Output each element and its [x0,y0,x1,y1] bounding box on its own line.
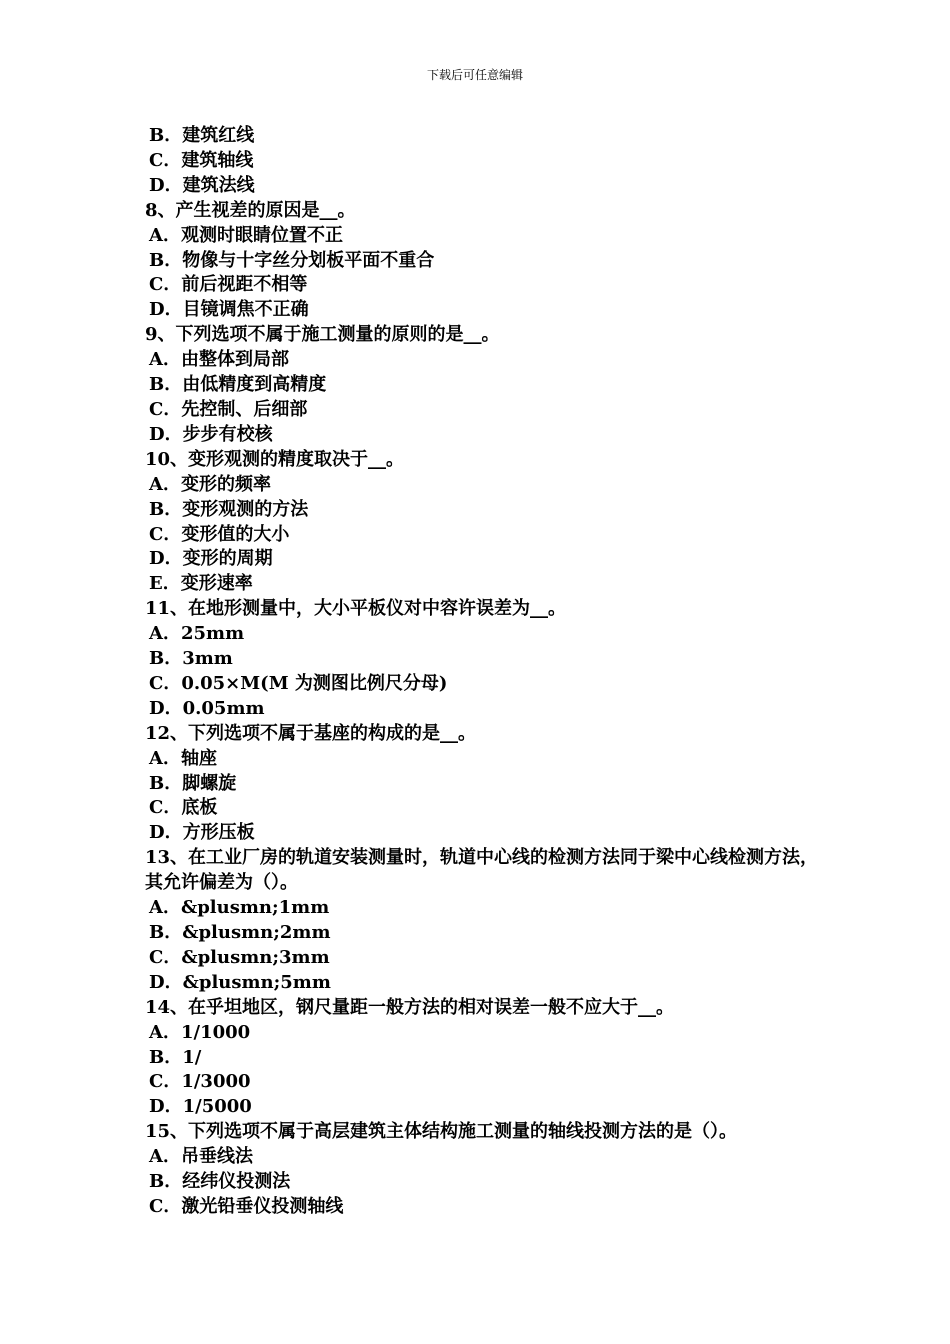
answer-option [145,772,825,797]
answer-option [145,373,825,398]
option-text: 建筑法线 [182,174,255,196]
option-text: 脚螺旋 [182,772,237,794]
option-label: C． [149,946,182,968]
option-text: 1/1000 [180,1021,251,1043]
option-text: 变形的周期 [182,548,273,570]
answer-option [145,796,825,821]
option-label: C． [149,274,182,296]
option-label: B． [149,648,183,670]
option-label: B． [149,498,183,520]
answer-option [145,547,825,572]
answer-option [145,821,825,846]
option-text: 建筑红线 [182,125,255,146]
answer-option [145,1095,825,1120]
page-header: 下载后可任意编辑 [426,68,523,82]
option-label: C． [149,1071,182,1093]
option-label: D． [149,423,183,445]
answer-option [145,747,825,772]
option-label: A． [149,349,181,371]
question-text: 11、在地形测量中，大小平板仪对中容许误差为__。 [145,598,567,620]
answer-option [145,946,825,971]
answer-option [145,572,825,597]
answer-option [145,423,825,448]
option-label: C． [149,149,182,171]
answer-option [145,672,825,697]
answer-option [145,697,825,722]
answer-option [145,1195,825,1220]
option-label: A． [149,897,181,919]
option-label: B． [149,1046,183,1068]
option-label: C． [149,797,182,819]
option-label: B． [149,772,183,794]
option-text: 建筑轴线 [181,149,254,171]
answer-option [145,1021,825,1046]
option-text: &plusmn;2mm [182,922,331,943]
option-text: 观测时眼睛位置不正 [180,224,343,246]
answer-option [145,971,825,996]
option-label: D． [149,971,183,993]
option-label: B． [149,922,183,943]
option-label: A． [149,473,181,495]
answer-option [145,224,825,249]
option-text: &plusmn;3mm [181,946,330,968]
option-label: D． [149,548,183,570]
option-label: D． [149,174,183,196]
option-label: B． [149,125,183,146]
option-label: D． [149,299,183,321]
option-label: C． [149,398,182,420]
option-text: 步步有校核 [182,423,273,445]
option-text: 25mm [180,623,245,645]
option-text: 物像与十字丝分划板平面不重合 [182,249,435,271]
question-text: 9、下列选项不属于施工测量的原则的是__。 [145,324,500,346]
option-text: 1/3000 [181,1071,251,1093]
answer-option [145,298,825,323]
option-text: 方形压板 [182,822,255,844]
question-text: 15、下列选项不属于高层建筑主体结构施工测量的轴线投测方法的是（）。 [145,1121,738,1143]
answer-option [145,921,825,946]
option-text: 变形值的大小 [181,523,290,545]
answer-option [145,1046,825,1071]
question-text: 8、产生视差的原因是__。 [145,199,356,221]
option-label: D． [149,697,183,719]
option-text: 由整体到局部 [180,349,289,371]
option-text: 0.05×M(M 为测图比例尺分母) [181,672,448,694]
question-text: 14、在乎坦地区，钢尺量距一般方法的相对误差一般不应大于__。 [145,996,675,1018]
option-label: B． [149,374,183,396]
option-text: 变形观测的方法 [182,498,309,520]
option-label: D． [149,1096,183,1118]
option-text: 3mm [182,648,233,670]
option-label: C． [149,523,182,545]
option-text: 由低精度到高精度 [182,374,327,396]
option-label: A． [149,224,181,246]
option-text: 吊垂线法 [180,1146,253,1168]
option-text: &plusmn;1mm [180,897,330,919]
answer-option [145,249,825,274]
answer-option [145,1145,825,1170]
option-text: 经纬仪投测法 [182,1171,291,1193]
question-text: 13、在工业厂房的轨道安装测量时，轨道中心线的检测方法同于梁中心线检测方法，其允许偏差为（）。 [145,847,819,894]
option-text: 1/5000 [182,1096,252,1118]
question-text: 12、下列选项不属于基座的构成的是__。 [145,722,477,744]
answer-option [145,398,825,423]
option-text: 轴座 [180,747,217,769]
answer-option [145,647,825,672]
option-label: B． [149,1171,183,1193]
option-text: &plusmn;5mm [182,971,331,993]
answer-option [145,273,825,298]
answer-option [145,348,825,373]
option-text: 先控制、后细部 [181,398,308,420]
option-label: A． [149,623,181,645]
option-text: 底板 [181,797,218,819]
option-text: 激光铅垂仪投测轴线 [181,1195,344,1217]
answer-option [145,1170,825,1195]
answer-option [145,1070,825,1095]
option-text: 目镜调焦不正确 [182,299,309,321]
answer-option [145,523,825,548]
answer-option [145,622,825,647]
option-label: C． [149,1195,182,1217]
answer-option [145,498,825,523]
option-label: D． [149,822,183,844]
option-label: A． [149,1146,181,1168]
option-text: 变形速率 [180,573,253,595]
question-list [145,124,825,1220]
option-label: A． [149,747,181,769]
option-label: E． [149,573,181,595]
option-text: 0.05mm [182,697,265,719]
answer-option [145,174,825,199]
option-text: 1/ [182,1046,202,1068]
question-text: 10、变形观测的精度取决于__。 [145,448,405,470]
answer-option [145,124,825,149]
option-text: 前后视距不相等 [181,274,308,296]
option-label: B． [149,249,183,271]
option-text: 变形的频率 [180,473,271,495]
option-label: C． [149,672,182,694]
answer-option [145,896,825,921]
answer-option [145,149,825,174]
option-label: A． [149,1021,181,1043]
answer-option [145,473,825,498]
